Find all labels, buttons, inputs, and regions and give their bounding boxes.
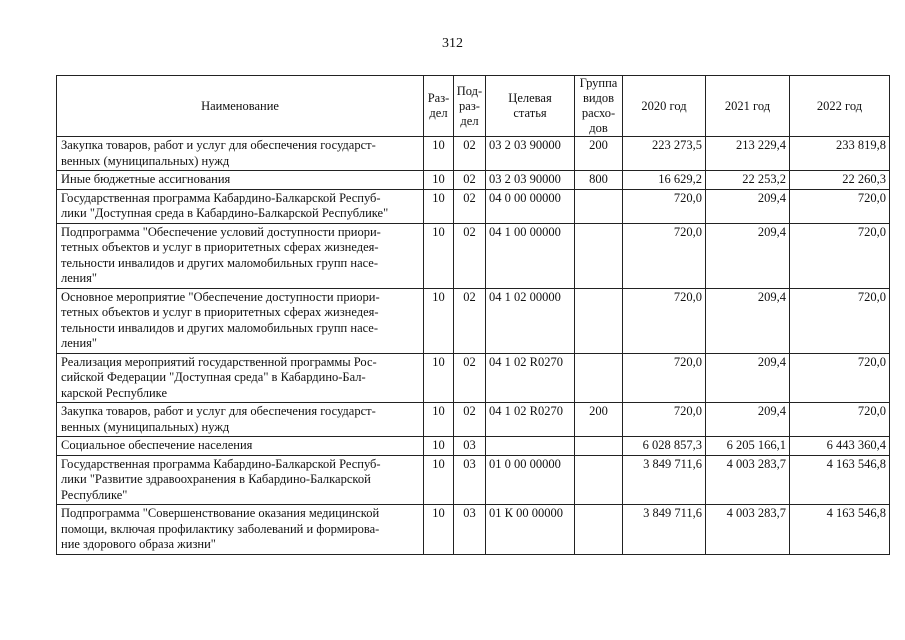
- table-row: [57, 403, 890, 437]
- cell-2021: 209,4: [706, 223, 790, 288]
- cell-subsection: 03: [454, 437, 486, 456]
- cell-2022: 22 260,3: [790, 171, 890, 190]
- cell-subsection: 02: [454, 137, 486, 171]
- cell-subsection: 02: [454, 171, 486, 190]
- cell-section: 10: [424, 437, 454, 456]
- cell-2020: 720,0: [623, 403, 706, 437]
- cell-name: Основное мероприятие "Обеспечение доступности приори- тетных объектов и услуг в приоритетных сферах жизнедея- тельности инвалидов и других маломобильных групп насе- ления": [57, 288, 424, 353]
- cell-name: Подпрограмма "Обеспечение условий доступности приори- тетных объектов и услуг в приоритетных сферах жизнедея- тельности инвалидов и других маломобильных групп насе- ления": [57, 223, 424, 288]
- cell-target: 01 0 00 00000: [486, 455, 575, 505]
- cell-name: Подпрограмма "Совершенствование оказания медицинской помощи, включая профилактику заболеваний и формирова- ние здорового образа жизни": [57, 505, 424, 555]
- cell-2020: 720,0: [623, 223, 706, 288]
- header-target: Целевая статья: [486, 76, 575, 137]
- cell-section: 10: [424, 455, 454, 505]
- cell-2021: 209,4: [706, 189, 790, 223]
- header-subsection: Под- раз- дел: [454, 76, 486, 137]
- cell-2020: 720,0: [623, 353, 706, 403]
- cell-expense-group: [575, 353, 623, 403]
- cell-name: Государственная программа Кабардино-Балкарской Респуб- лики "Развитие здравоохранения в Кабардино-Балкарской Республике": [57, 455, 424, 505]
- header-row: [57, 76, 890, 137]
- cell-name: Закупка товаров, работ и услуг для обеспечения государст- венных (муниципальных) нужд: [57, 137, 424, 171]
- cell-name: Реализация мероприятий государственной программы Рос- сийской Федерации "Доступная среда" в Кабардино-Бал- карской Республике: [57, 353, 424, 403]
- cell-target: 04 1 02 R0270: [486, 353, 575, 403]
- cell-target: 03 2 03 90000: [486, 171, 575, 190]
- table-row: [57, 137, 890, 171]
- cell-2021: 22 253,2: [706, 171, 790, 190]
- cell-2021: 6 205 166,1: [706, 437, 790, 456]
- cell-2020: 223 273,5: [623, 137, 706, 171]
- cell-target: [486, 437, 575, 456]
- cell-2022: 4 163 546,8: [790, 505, 890, 555]
- cell-name: Закупка товаров, работ и услуг для обеспечения государст- венных (муниципальных) нужд: [57, 403, 424, 437]
- cell-section: 10: [424, 403, 454, 437]
- cell-2021: 4 003 283,7: [706, 455, 790, 505]
- header-2021: 2021 год: [706, 76, 790, 137]
- table-row: [57, 455, 890, 505]
- cell-target: 04 1 02 R0270: [486, 403, 575, 437]
- cell-target: 03 2 03 90000: [486, 137, 575, 171]
- cell-2020: 3 849 711,6: [623, 505, 706, 555]
- cell-target: 04 1 02 00000: [486, 288, 575, 353]
- cell-2022: 720,0: [790, 403, 890, 437]
- cell-expense-group: [575, 189, 623, 223]
- header-2020: 2020 год: [623, 76, 706, 137]
- cell-expense-group: [575, 505, 623, 555]
- cell-2021: 213 229,4: [706, 137, 790, 171]
- cell-target: 01 К 00 00000: [486, 505, 575, 555]
- table-row: [57, 223, 890, 288]
- cell-2022: 720,0: [790, 353, 890, 403]
- cell-name: Государственная программа Кабардино-Балкарской Респуб- лики "Доступная среда в Кабардино-Балкарской Республике": [57, 189, 424, 223]
- header-expense-group: Группа видов расхо- дов: [575, 76, 623, 137]
- cell-expense-group: 200: [575, 137, 623, 171]
- cell-subsection: 02: [454, 353, 486, 403]
- table-row: [57, 353, 890, 403]
- cell-target: 04 0 00 00000: [486, 189, 575, 223]
- cell-section: 10: [424, 223, 454, 288]
- cell-2021: 209,4: [706, 403, 790, 437]
- cell-2020: 3 849 711,6: [623, 455, 706, 505]
- cell-subsection: 03: [454, 455, 486, 505]
- cell-target: 04 1 00 00000: [486, 223, 575, 288]
- cell-2021: 209,4: [706, 288, 790, 353]
- cell-2022: 720,0: [790, 223, 890, 288]
- cell-2020: 16 629,2: [623, 171, 706, 190]
- cell-section: 10: [424, 353, 454, 403]
- cell-expense-group: 200: [575, 403, 623, 437]
- header-name: Наименование: [57, 76, 424, 137]
- cell-2022: 233 819,8: [790, 137, 890, 171]
- cell-expense-group: [575, 288, 623, 353]
- cell-2022: 720,0: [790, 189, 890, 223]
- table-row: [57, 505, 890, 555]
- cell-2020: 720,0: [623, 288, 706, 353]
- cell-subsection: 02: [454, 223, 486, 288]
- table-row: [57, 437, 890, 456]
- cell-expense-group: 800: [575, 171, 623, 190]
- table-row: [57, 288, 890, 353]
- cell-expense-group: [575, 437, 623, 456]
- cell-section: 10: [424, 189, 454, 223]
- page-number: 312: [442, 36, 463, 51]
- cell-subsection: 03: [454, 505, 486, 555]
- cell-2022: 6 443 360,4: [790, 437, 890, 456]
- cell-2020: 720,0: [623, 189, 706, 223]
- cell-name: Иные бюджетные ассигнования: [57, 171, 424, 190]
- cell-subsection: 02: [454, 288, 486, 353]
- budget-table: [56, 75, 890, 555]
- table-row: [57, 171, 890, 190]
- cell-name: Социальное обеспечение населения: [57, 437, 424, 456]
- cell-2022: 4 163 546,8: [790, 455, 890, 505]
- cell-2020: 6 028 857,3: [623, 437, 706, 456]
- cell-expense-group: [575, 455, 623, 505]
- cell-subsection: 02: [454, 189, 486, 223]
- header-2022: 2022 год: [790, 76, 890, 137]
- cell-2021: 4 003 283,7: [706, 505, 790, 555]
- cell-expense-group: [575, 223, 623, 288]
- cell-section: 10: [424, 288, 454, 353]
- cell-section: 10: [424, 505, 454, 555]
- cell-2022: 720,0: [790, 288, 890, 353]
- cell-2021: 209,4: [706, 353, 790, 403]
- header-section: Раз- дел: [424, 76, 454, 137]
- table-body: [57, 137, 890, 555]
- cell-section: 10: [424, 171, 454, 190]
- cell-section: 10: [424, 137, 454, 171]
- cell-subsection: 02: [454, 403, 486, 437]
- table-row: [57, 189, 890, 223]
